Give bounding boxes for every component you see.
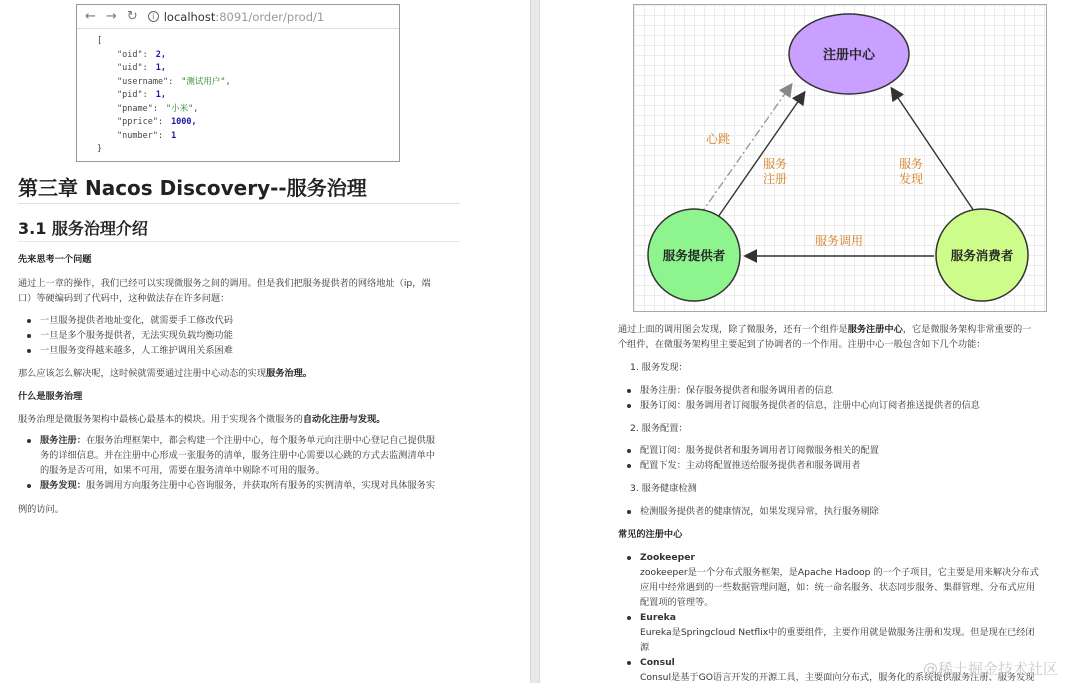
json-line: "uid": 1, [117, 63, 166, 73]
register-arrow [718, 93, 804, 217]
registry-label: 注册中心 [822, 48, 876, 63]
consumer-label: 服务消费者 [950, 248, 1014, 263]
register-label-2: 注册 [762, 172, 788, 186]
registry-list [618, 655, 675, 670]
json-line: } [97, 144, 103, 154]
json-line: "pprice": 1000, [117, 117, 197, 127]
url-host: localhost [163, 9, 216, 24]
watermark: @稀土掘金技术社区 [922, 660, 1058, 678]
json-line: "username": "测试用户", [117, 76, 231, 87]
json-line: "pid": 1, [117, 90, 166, 100]
zookeeper-line-1: zookeeper是一个分布式服务框架，是Apache Hadoop 的一个子项目，它主要是用来解决分布式 [640, 567, 1039, 578]
list-item: Consul [618, 655, 675, 670]
function-heading-2: 2. 服务配置： [630, 423, 688, 434]
service-governance-diagram [633, 4, 1047, 312]
divider [18, 241, 460, 242]
diagram-canvas [634, 5, 1048, 313]
list-item: 一旦服务变得越来越多，人工维护调用关系困难 [18, 343, 233, 358]
intro-line-2: 口）等硬编码到了代码中，这种做法存在许多问题： [18, 293, 230, 304]
zookeeper-line-2: 应用中经常遇到的一些数据管理问题，如：统一命名服务、状态同步服务、集群管理、分布式应用 [640, 582, 1036, 593]
zookeeper-line-3: 配置项的管理等。 [640, 597, 714, 608]
discover-label-1: 服务 [898, 157, 924, 171]
browser-toolbar [77, 5, 399, 29]
back-arrow-icon[interactable]: ← [85, 9, 96, 24]
intro-line-1: 通过上一章的操作，我们已经可以实现微服务之间的调用。但是我们把服务提供者的网络地址（ip，端 [18, 278, 431, 289]
config-functions [618, 443, 879, 473]
json-line: "oid": 2, [117, 49, 166, 60]
divider [18, 203, 460, 204]
discover-arrow [892, 89, 978, 217]
page-gutter [530, 0, 540, 683]
question-heading: 先来思考一个问题 [18, 254, 92, 265]
governance-list [18, 433, 468, 493]
list-item: 一旦是多个服务提供者，无法实现负载均衡功能 [18, 328, 233, 343]
list-item: 配置下发：主动将配置推送给服务提供者和服务调用者 [618, 458, 879, 473]
health-functions [618, 504, 879, 519]
solution-paragraph: 那么应该怎么解决呢，这时候就需要通过注册中心动态的实现服务治理。 [18, 368, 312, 379]
reload-icon[interactable]: ↻ [126, 9, 138, 24]
common-registries-heading: 常见的注册中心 [618, 529, 683, 540]
list-item: Eureka [618, 610, 676, 625]
definition-paragraph: 服务治理是微服务架构中最核心最基本的模块。用于实现各个微服务的自动化注册与发现。 [18, 414, 386, 425]
discovery-functions [618, 383, 980, 413]
discovery-tail: 例的访问。 [18, 504, 64, 515]
list-item: 服务注册：在服务治理框架中，都会构建一个注册中心，每个服务单元向注册中心登记自己提供服 [18, 433, 468, 448]
forward-arrow-icon[interactable]: → [105, 9, 117, 24]
registry-list [618, 550, 1066, 565]
list-item: 服务订阅：服务调用者订阅服务提供者的信息，注册中心向订阅者推送提供者的信息 [618, 398, 980, 413]
registry-list [618, 610, 676, 625]
registry-intro-line-1: 通过上面的调用图会发现，除了微服务，还有一个组件是服务注册中心，它是微服务架构非常重要的一 [618, 324, 1032, 335]
list-item: 一旦服务提供者地址变化，就需要手工修改代码 [18, 313, 233, 328]
consul-line-1: Consul是基于GO语言开发的开源工具，主要面向分布式，服务化的系统提供服务注册、服务发现 [640, 672, 1035, 683]
list-item: 服务发现：服务调用方向服务注册中心咨询服务，并获取所有服务的实例清单，实现对具体服务实 [18, 478, 468, 493]
json-response [77, 29, 399, 157]
question-heading: 什么是服务治理 [18, 391, 83, 402]
heartbeat-label: 心跳 [705, 132, 731, 146]
json-line: "pname": "小米", [117, 103, 199, 114]
eureka-line-2: 源 [640, 642, 650, 653]
browser-screenshot [76, 4, 400, 162]
register-label-1: 服务 [762, 157, 788, 171]
problem-list [18, 313, 233, 358]
list-item: 配置订阅：服务提供者和服务调用者订阅微服务相关的配置 [618, 443, 879, 458]
left-page [0, 0, 530, 683]
list-item: Zookeeper [618, 550, 1066, 565]
info-icon: i [148, 11, 159, 22]
function-heading-1: 1. 服务发现： [630, 362, 688, 373]
url-path: :8091/order/prod/1 [215, 9, 325, 24]
heartbeat-arrow [700, 85, 791, 215]
chapter-title: 第三章 Nacos Discovery--服务治理 [18, 176, 367, 200]
registry-intro-line-2: 个组件，在微服务架构里主要起到了协调者的一个作用。注册中心一般包含如下几个功能： [618, 339, 986, 350]
section-title: 3.1 服务治理介绍 [18, 219, 148, 238]
right-page [540, 0, 1066, 683]
list-item: 服务注册：保存服务提供者和服务调用者的信息 [618, 383, 980, 398]
invoke-label: 服务调用 [814, 234, 864, 248]
eureka-line-1: Eureka是Springcloud Netflix中的重要组件，主要作用就是做服务注册和发现。但是现在已经闭 [640, 627, 1035, 638]
provider-label: 服务提供者 [662, 248, 726, 263]
json-line: "number": 1 [117, 130, 177, 141]
discover-label-2: 发现 [898, 172, 924, 186]
function-heading-3: 3. 服务健康检测 [630, 483, 697, 494]
list-item-continued: 的服务是否可用，如果不可用，需要在服务清单中剔除不可用的服务。 [40, 465, 325, 476]
list-item: 检测服务提供者的健康情况，如果发现异常，执行服务剔除 [618, 504, 879, 519]
list-item-continued: 务的详细信息。并在注册中心形成一张服务的清单，服务注册中心需要以心跳的方式去监测清单中 [40, 450, 436, 461]
json-line: [ [97, 36, 103, 46]
address-bar[interactable] [148, 10, 324, 24]
